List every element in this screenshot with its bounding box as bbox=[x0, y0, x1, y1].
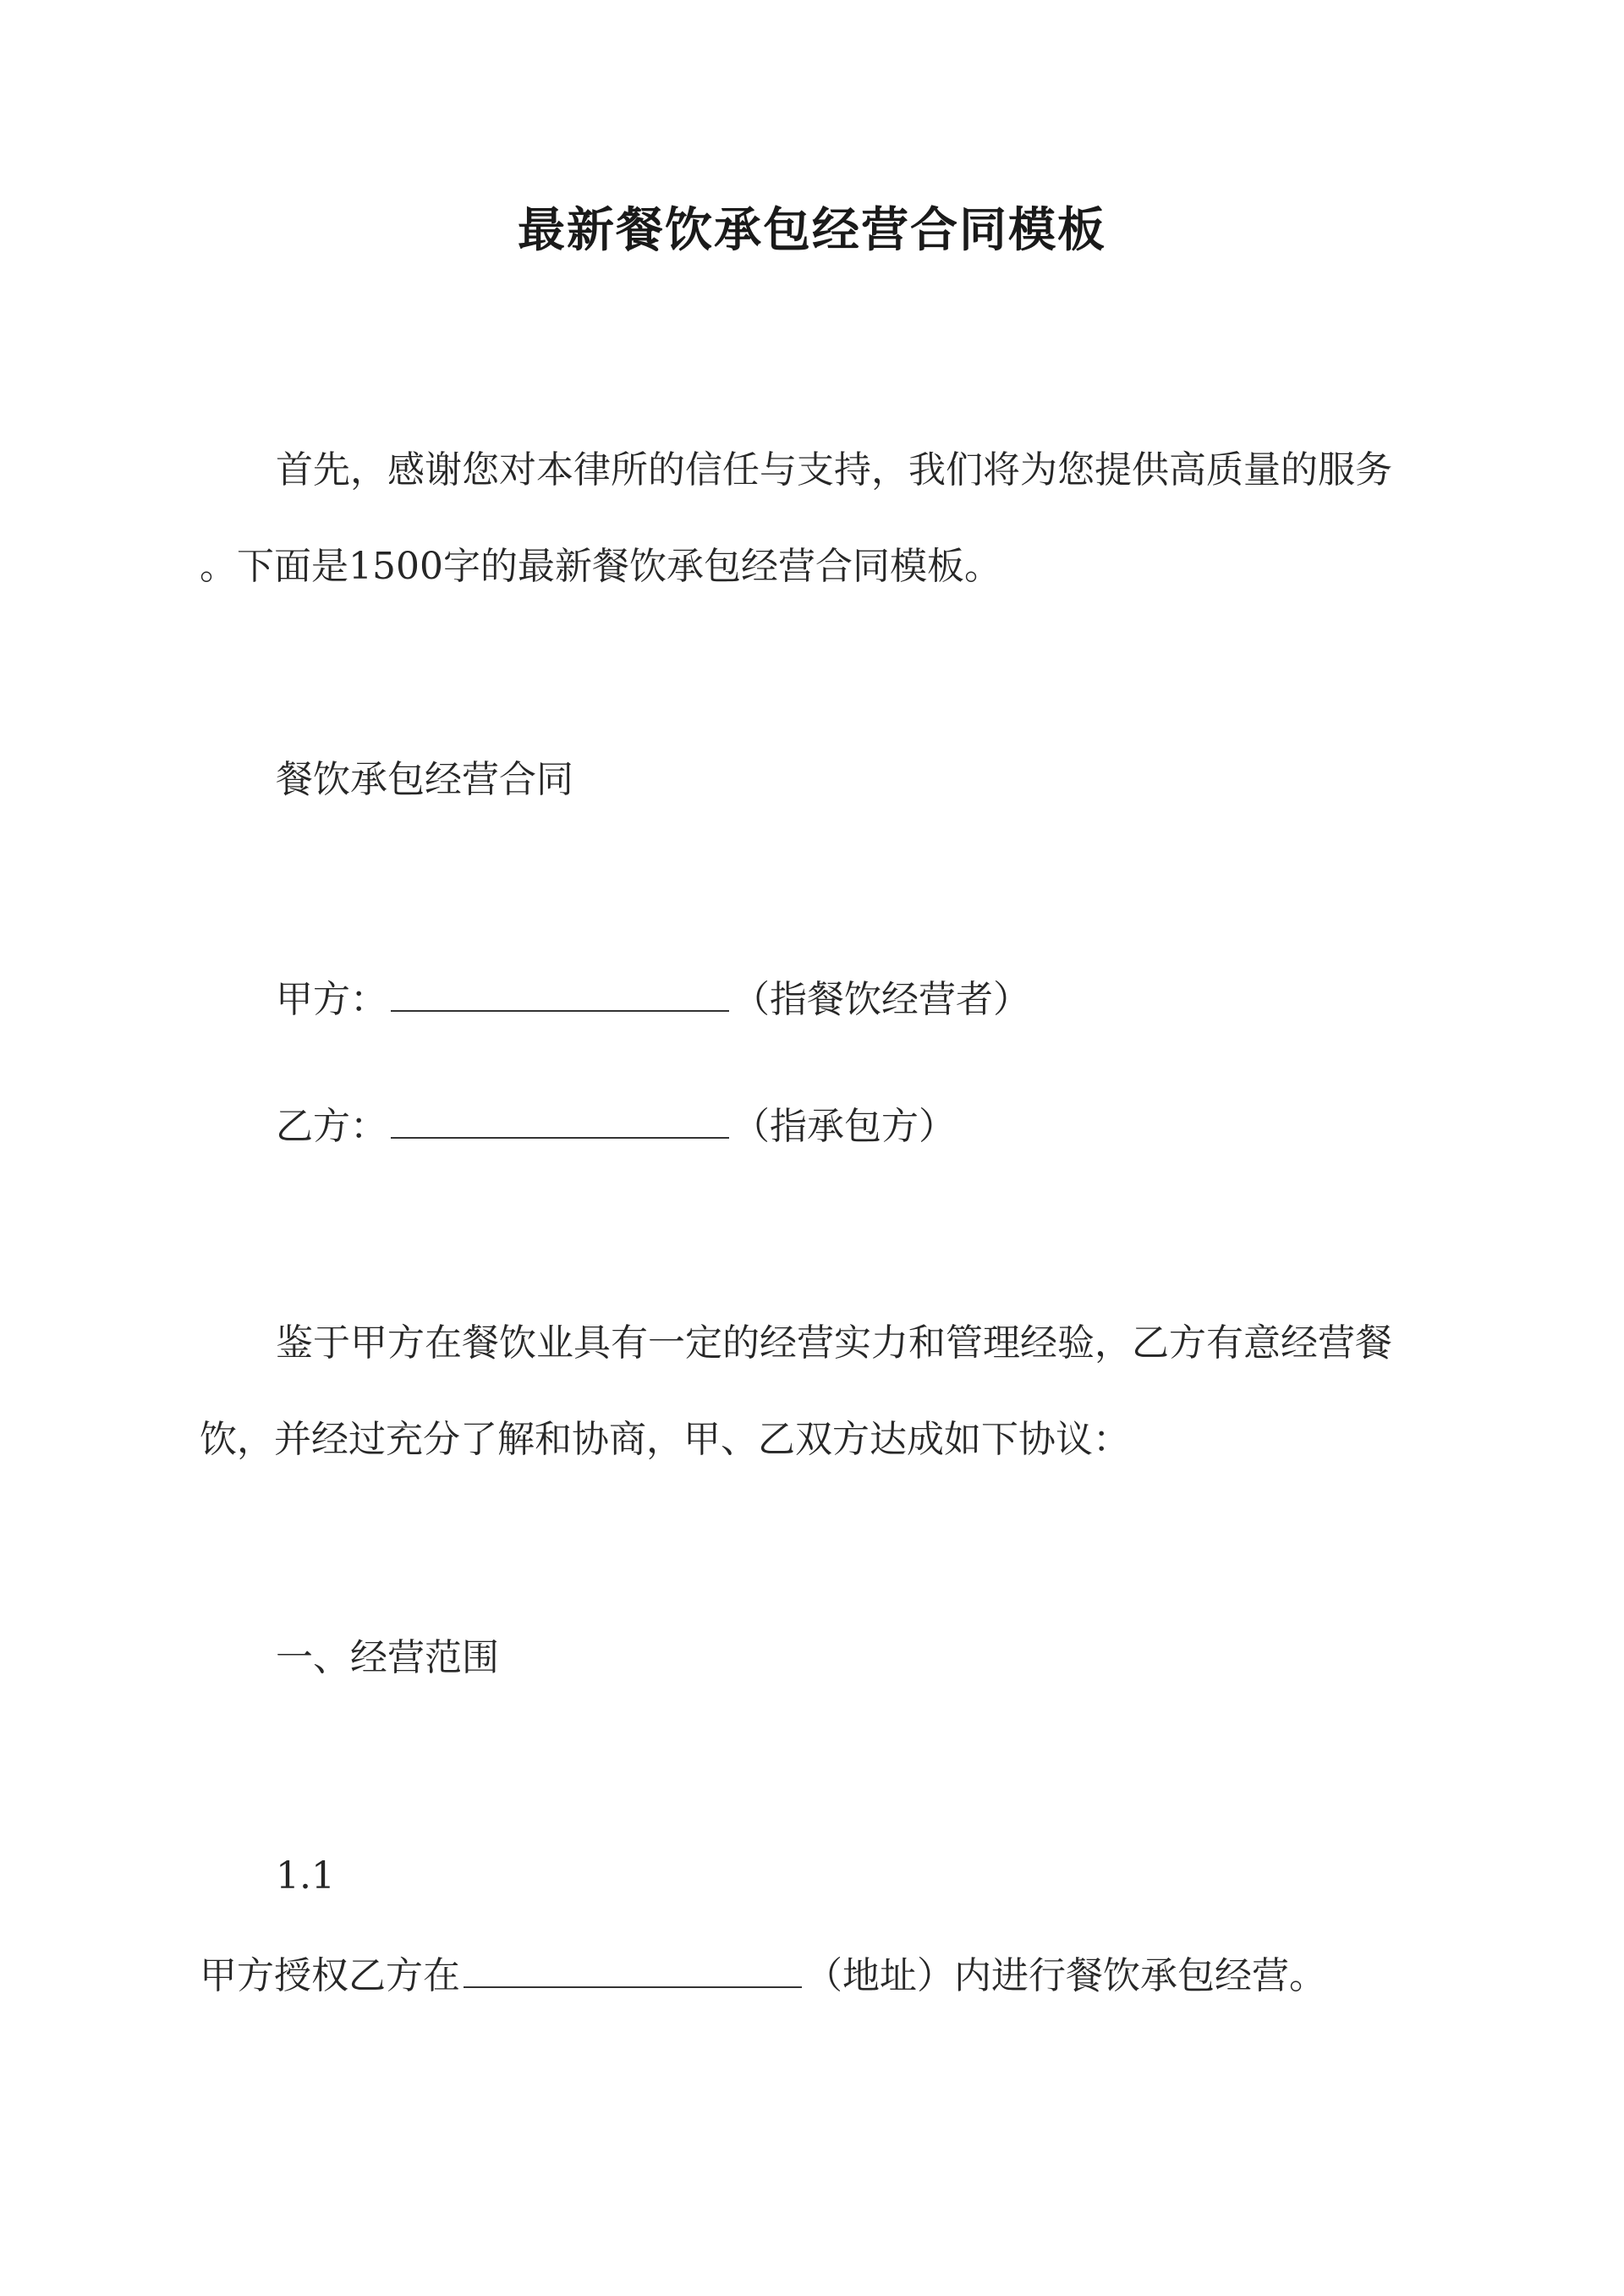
intro-paragraph-line-2: 。下面是1500字的最新餐饮承包经营合同模板。 bbox=[200, 545, 1001, 588]
clause-1-1-prefix: 甲方授权乙方在 bbox=[200, 1954, 460, 1997]
party-b-blank-field bbox=[391, 1100, 729, 1139]
party-a-line bbox=[276, 973, 1030, 1025]
party-b-note: （指承包方） bbox=[732, 1105, 956, 1148]
contract-name: 餐饮承包经营合同 bbox=[276, 758, 573, 801]
clause-1-1-number: 1.1 bbox=[276, 1854, 335, 1898]
section-1-heading: 一、经营范围 bbox=[276, 1636, 499, 1679]
whereas-paragraph-line-2: 饮，并经过充分了解和协商，甲、乙双方达成如下协议： bbox=[200, 1418, 1130, 1461]
whereas-paragraph-line-1: 鉴于甲方在餐饮业具有一定的经营实力和管理经验，乙方有意经营餐 bbox=[276, 1321, 1392, 1365]
address-blank-field bbox=[464, 1949, 802, 1988]
document-title: 最新餐饮承包经营合同模板 bbox=[518, 202, 1106, 258]
party-a-blank-field bbox=[391, 973, 729, 1012]
clause-1-1-text bbox=[200, 1949, 1326, 2002]
clause-1-1-suffix: （地址）内进行餐饮承包经营。 bbox=[805, 1954, 1326, 1997]
party-a-note: （指餐饮经营者） bbox=[732, 978, 1030, 1021]
party-a-label: 甲方： bbox=[276, 978, 387, 1021]
intro-paragraph-line-1: 首先，感谢您对本律所的信任与支持，我们将为您提供高质量的服务 bbox=[276, 448, 1392, 492]
party-b-line bbox=[276, 1100, 956, 1152]
party-b-label: 乙方： bbox=[276, 1105, 387, 1148]
